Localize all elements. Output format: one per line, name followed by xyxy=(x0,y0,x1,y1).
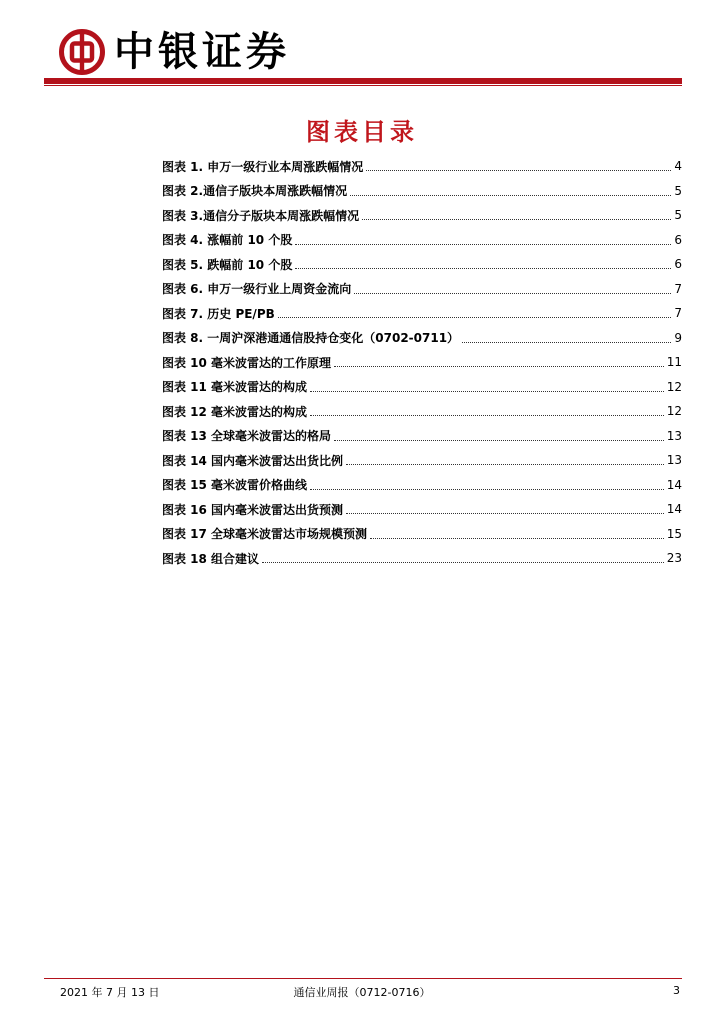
toc-entry[interactable] xyxy=(162,546,682,571)
toc-entry-page[interactable]: 14 xyxy=(666,502,682,517)
toc-entry-page[interactable]: 13 xyxy=(666,428,682,443)
toc-entry[interactable] xyxy=(162,522,682,547)
toc-entry-label[interactable]: 图表 18 组合建议 xyxy=(162,551,260,566)
toc-entry[interactable] xyxy=(162,301,682,326)
toc-entry-page[interactable]: 6 xyxy=(674,232,682,247)
toc-entry-page[interactable]: 15 xyxy=(666,526,682,541)
toc-dot-leader xyxy=(334,439,664,441)
toc-dot-leader xyxy=(350,194,671,196)
toc-entry-label[interactable]: 图表 1. 申万一级行业本周涨跌幅情况 xyxy=(162,159,364,174)
toc-dot-leader xyxy=(366,169,671,171)
figure-table-of-contents xyxy=(162,154,682,571)
toc-entry-label[interactable]: 图表 14 国内毫米波雷达出货比例 xyxy=(162,453,344,468)
bank-of-china-logo-icon xyxy=(58,28,106,76)
toc-dot-leader xyxy=(462,341,671,343)
toc-entry-label[interactable]: 图表 8. 一周沪深港通通信股持仓变化（0702-0711） xyxy=(162,331,460,346)
toc-entry-page[interactable]: 5 xyxy=(674,208,682,223)
toc-dot-leader xyxy=(262,561,664,563)
toc-entry-label[interactable]: 图表 2.通信子版块本周涨跌幅情况 xyxy=(162,184,348,199)
toc-entry[interactable] xyxy=(162,399,682,424)
toc-entry-label[interactable]: 图表 4. 涨幅前 10 个股 xyxy=(162,233,293,248)
toc-entry[interactable] xyxy=(162,497,682,522)
toc-entry-label[interactable]: 图表 15 毫米波雷价格曲线 xyxy=(162,478,308,493)
toc-entry-label[interactable]: 图表 3.通信分子版块本周涨跌幅情况 xyxy=(162,208,360,223)
footer-date: 2021 年 7 月 13 日 xyxy=(60,986,160,999)
toc-dot-leader xyxy=(278,316,672,318)
toc-entry-page[interactable]: 12 xyxy=(666,379,682,394)
toc-entry-label[interactable]: 图表 10 毫米波雷达的工作原理 xyxy=(162,355,332,370)
toc-entry[interactable] xyxy=(162,154,682,179)
toc-entry-page[interactable]: 5 xyxy=(674,183,682,198)
toc-entry-page[interactable]: 7 xyxy=(674,281,682,296)
toc-entry-page[interactable]: 6 xyxy=(674,257,682,272)
toc-entry[interactable] xyxy=(162,252,682,277)
toc-entry[interactable] xyxy=(162,350,682,375)
toc-dot-leader xyxy=(310,488,664,490)
toc-entry-label[interactable]: 图表 6. 申万一级行业上周资金流向 xyxy=(162,282,352,297)
toc-entry-page[interactable]: 7 xyxy=(674,306,682,321)
toc-entry-page[interactable]: 23 xyxy=(666,551,682,566)
toc-entry-label[interactable]: 图表 11 毫米波雷达的构成 xyxy=(162,380,308,395)
toc-dot-leader xyxy=(310,414,664,416)
toc-entry-label[interactable]: 图表 5. 跌幅前 10 个股 xyxy=(162,257,293,272)
footer-divider xyxy=(44,978,682,979)
toc-dot-leader xyxy=(362,218,671,220)
toc-dot-leader xyxy=(354,292,671,294)
toc-entry-page[interactable]: 12 xyxy=(666,404,682,419)
toc-entry-page[interactable]: 9 xyxy=(674,330,682,345)
toc-entry-label[interactable]: 图表 7. 历史 PE/PB xyxy=(162,306,275,321)
toc-entry[interactable] xyxy=(162,448,682,473)
header-divider xyxy=(44,78,682,84)
footer-page-number: 3 xyxy=(673,984,680,997)
toc-entry[interactable] xyxy=(162,326,682,351)
toc-entry[interactable] xyxy=(162,203,682,228)
toc-dot-leader xyxy=(346,463,664,465)
toc-entry[interactable] xyxy=(162,424,682,449)
toc-entry-page[interactable]: 11 xyxy=(666,355,682,370)
header-divider-thin xyxy=(44,85,682,86)
toc-dot-leader xyxy=(295,267,671,269)
toc-entry-label[interactable]: 图表 12 毫米波雷达的构成 xyxy=(162,404,308,419)
toc-entry-page[interactable]: 13 xyxy=(666,453,682,468)
toc-entry-label[interactable]: 图表 17 全球毫米波雷达市场规模预测 xyxy=(162,527,368,542)
toc-entry[interactable] xyxy=(162,375,682,400)
toc-entry-label[interactable]: 图表 16 国内毫米波雷达出货预测 xyxy=(162,502,344,517)
toc-entry-page[interactable]: 4 xyxy=(674,159,682,174)
toc-entry-label[interactable]: 图表 13 全球毫米波雷达的格局 xyxy=(162,429,332,444)
toc-dot-leader xyxy=(334,365,664,367)
toc-entry-page[interactable]: 14 xyxy=(666,477,682,492)
toc-entry[interactable] xyxy=(162,473,682,498)
toc-dot-leader xyxy=(310,390,664,392)
toc-dot-leader xyxy=(295,243,671,245)
toc-entry[interactable] xyxy=(162,277,682,302)
toc-title: 图表目录 xyxy=(306,117,418,146)
brand-name: 中银证券 xyxy=(114,28,290,75)
toc-dot-leader xyxy=(370,537,664,539)
footer-report-title: 通信业周报（0712-0716） xyxy=(293,986,431,999)
toc-entry[interactable] xyxy=(162,179,682,204)
toc-dot-leader xyxy=(346,512,664,514)
toc-entry[interactable] xyxy=(162,228,682,253)
